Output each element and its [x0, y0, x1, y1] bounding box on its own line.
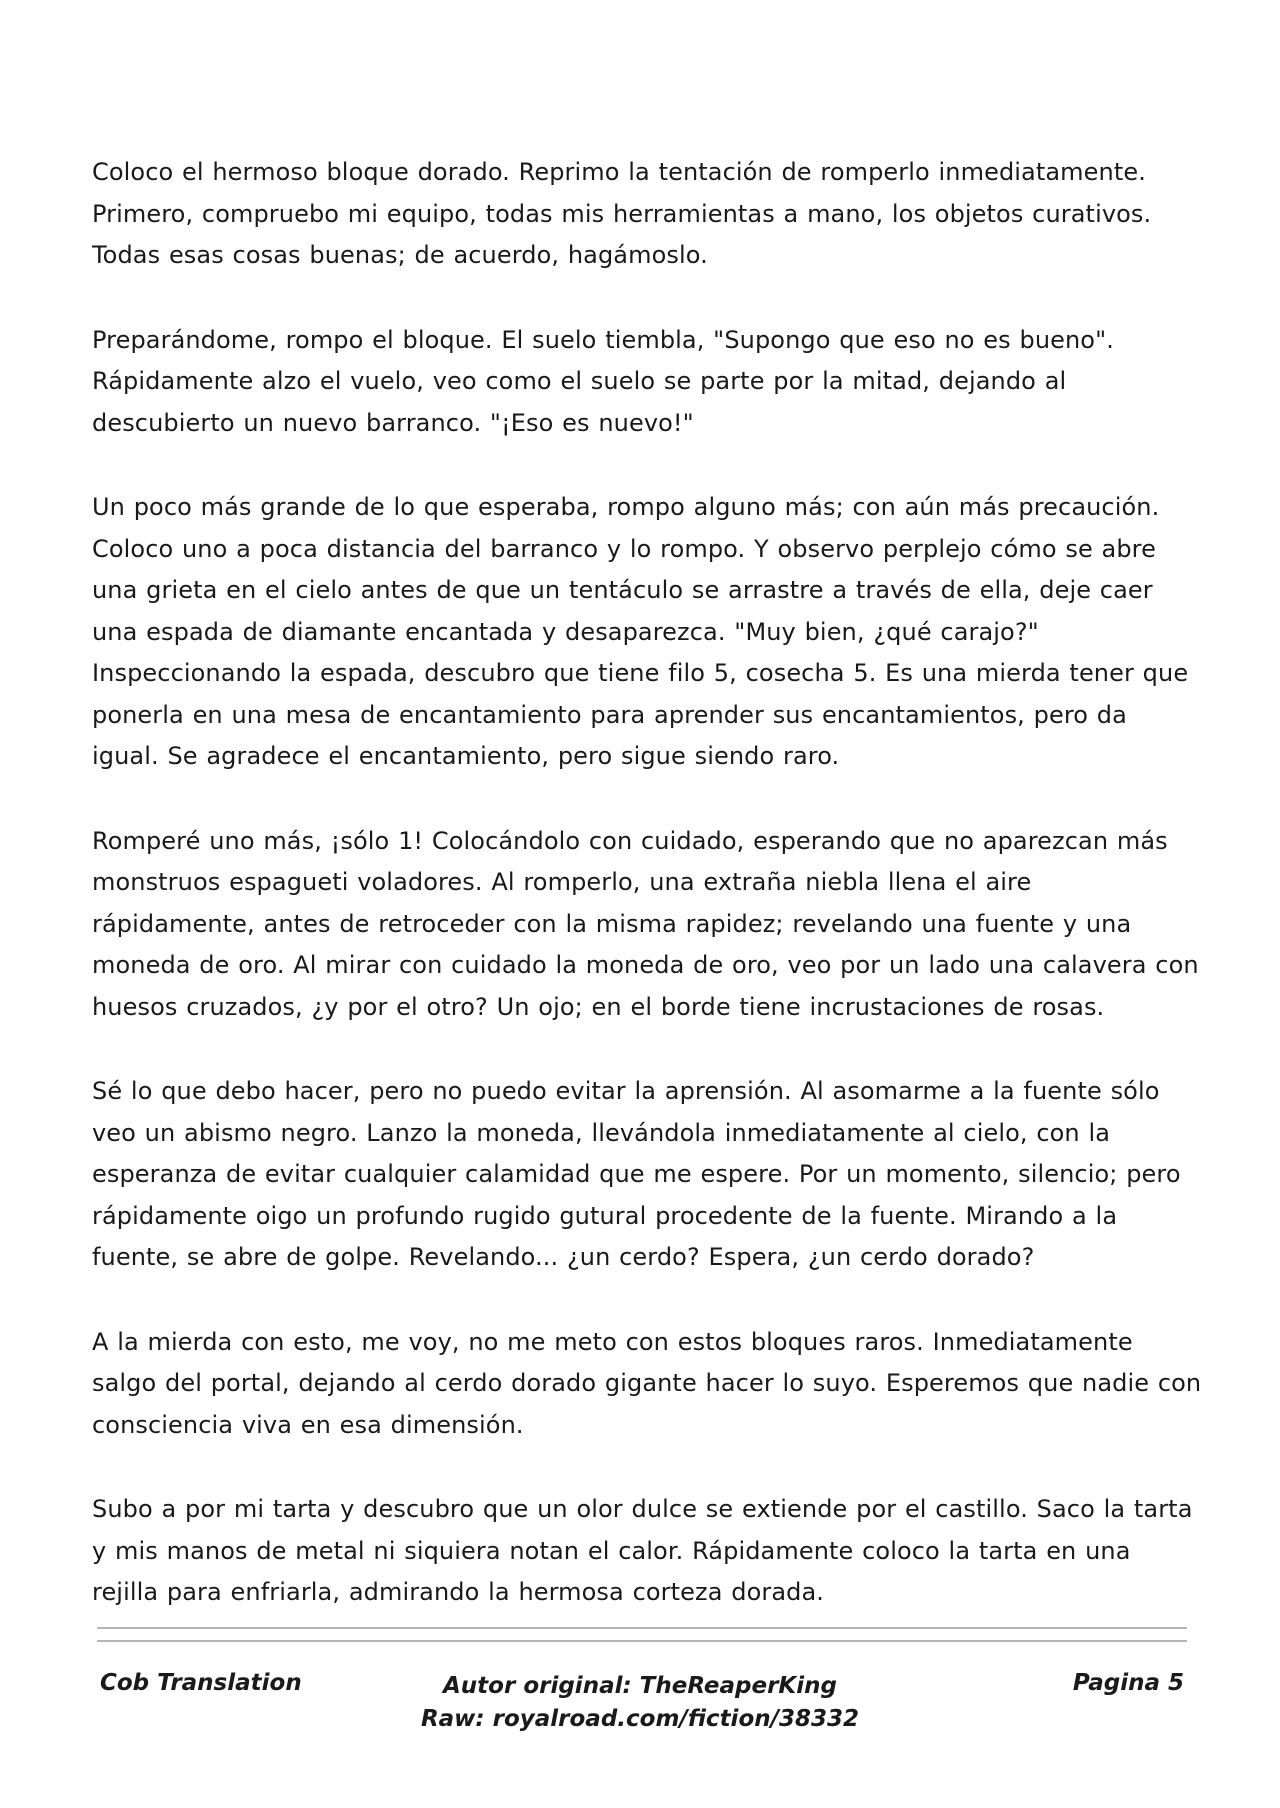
paragraph-7: Subo a por mi tarta y descubro que un olor dulce se extiende por el castillo. Saco la tarta y mis manos de metal ni siquiera notan el calor. Rápidamente coloco la tarta en una rejilla para enfriarla, admirando la hermosa corteza dorada.	[92, 1495, 1193, 1606]
paragraph-6: A la mierda con esto, me voy, no me meto con estos bloques raros. Inmediatamente salgo del portal, dejando al cerdo dorado gigante hacer lo suyo. Esperemos que nadie con consciencia viva en esa dimensión.	[92, 1327, 1202, 1439]
footer-translator: Cob Translation	[100, 1670, 302, 1696]
paragraph-5: Sé lo que debo hacer, pero no puedo evitar la aprensión. Al asomarme a la fuente sólo veo un abismo negro. Lanzo la moneda, llevándola inmediatamente al cielo, con la esperanza de evitar cualquier calamidad que me espere. Por un momento, silencio; pero rápidamente oigo un profundo rugido gutural procedente de la fuente. Mirando a la fuente, se abre de golpe. Revelando... ¿un cerdo? Espera, ¿un cerdo dorado?	[92, 1077, 1181, 1271]
footer-author: Autor original: TheReaperKing	[443, 1673, 837, 1699]
footer-credits	[290, 1670, 990, 1736]
footer-page-number: Pagina 5	[1072, 1670, 1184, 1696]
footer-source: Raw: royalroad.com/fiction/38332	[420, 1706, 860, 1732]
paragraph-3: Un poco más grande de lo que esperaba, rompo alguno más; con aún más precaución. Coloco uno a poca distancia del barranco y lo rompo. Y observo perplejo cómo se abre una grieta en el cielo antes de que un tentáculo se arrastre a través de ella, deje caer una espada de diamante encantada y desaparezca. "Muy bien, ¿qué carajo?" Inspeccionando la espada, descubro que tiene filo 5, cosecha 5. Es una mierda tener que ponerla en una mesa de encantamiento para aprender sus encantamientos, pero da igual. Se agradece el encantamiento, pero sigue siendo raro.	[92, 493, 1189, 770]
paragraph-4: Romperé uno más, ¡sólo 1! Colocándolo con cuidado, esperando que no aparezcan más monstruos espagueti voladores. Al romperlo, una extraña niebla llena el aire rápidamente, antes de retroceder con la misma rapidez; revelando una fuente y una moneda de oro. Al mirar con cuidado la moneda de oro, veo por un lado una calavera con huesos cruzados, ¿y por el otro? Un ojo; en el borde tiene incrustaciones de rosas.	[92, 826, 1199, 1021]
paragraph-1: Coloco el hermoso bloque dorado. Reprimo la tentación de romperlo inmediatamente. Primero, compruebo mi equipo, todas mis herramientas a mano, los objetos curativos. Todas esas cosas buenas; de acuerdo, hagámoslo.	[92, 158, 1152, 269]
body-text	[92, 152, 1202, 1614]
footer-divider-bottom	[97, 1640, 1187, 1642]
footer-divider-top	[97, 1627, 1187, 1629]
paragraph-2: Preparándome, rompo el bloque. El suelo tiembla, "Supongo que eso no es bueno". Rápidamente alzo el vuelo, veo como el suelo se parte por la mitad, dejando al descubierto un nuevo barranco. "¡Eso es nuevo!"	[92, 325, 1114, 437]
